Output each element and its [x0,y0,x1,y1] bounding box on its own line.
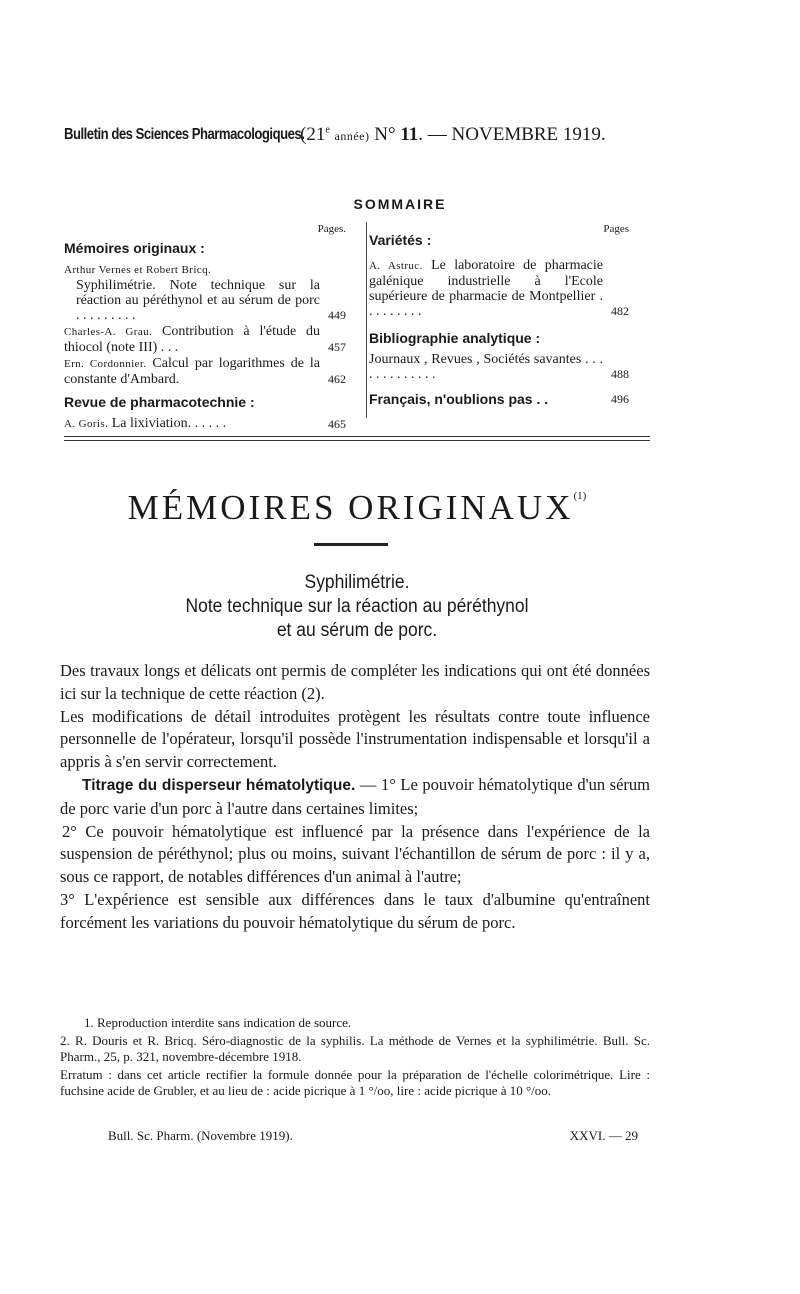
article-title-line: Syphilimétrie. [304,572,410,593]
year-word: année) [334,129,370,143]
main-title [64,488,650,528]
page-footer [108,1128,638,1144]
article-title-line: et au sérum de porc. [276,620,438,641]
section-francais: Français, n'oublions pas . . [369,391,549,407]
number-prefix: N° [374,124,396,145]
footer-citation: Bull. Sc. Pharm. (Novembre 1919). [108,1128,293,1143]
separator-rule [64,440,650,441]
section-bibliographie: Bibliographie analytique : [369,330,541,346]
journal-title: Bulletin des Sciences Pharmacologiques. [64,126,305,143]
toc-text: Syphilimétrie. Note technique sur la réaction au péréthynol et au sérum de porc . . . . . . . . . [76,278,320,323]
sommaire-right-column [366,222,631,418]
paragraph [60,821,650,889]
paragraph-rest: — 1° Le pouvoir hématolytique d'un sérum de porc varie d'un porc à l'autre dans certaines limites; [60,774,650,818]
toc-author: Ern. Cordonnier. [64,358,147,370]
toc-author: A. Astruc. [369,260,423,272]
paragraph [60,889,650,935]
toc-page: 457 [328,340,346,354]
toc-entry [369,352,629,382]
pages-label: Pages [603,223,629,235]
issue-month: . — NOVEMBRE 1919. [418,124,606,145]
toc-entry-body [369,258,629,319]
issue-info [300,124,606,146]
section-revue: Revue de pharmacotechnie : [64,394,255,410]
toc-entry [369,392,629,407]
toc-page: 488 [611,367,629,381]
paragraph: Des travaux longs et délicats ont permis de compléter les indications qui ont été données ici sur la technique de cette réaction (2). [60,661,650,703]
toc-author: Charles-A. Grau. [64,326,153,338]
toc-author: A. Goris. [64,418,109,430]
title-rule [314,543,388,546]
toc-entry [369,258,629,319]
toc-text: La lixiviation. . . . . . [111,416,227,431]
footnotes [60,1015,650,1101]
year-sup: e [325,124,330,136]
article-body [60,660,650,935]
paragraph: Les modifications de détail introduites protègent les résultats contre toute influence personnelle de l'opérateur, lorsqu'il possède l'instrumentation indispensable et lorsqu'il a appris à s'en servir correctement. [60,706,650,772]
toc-entry-body [64,324,346,355]
toc-entry-body [64,356,346,387]
pages-label: Pages. [317,223,346,235]
footnote: 2. R. Douris et R. Bricq. Séro-diagnostic de la syphilis. La méthode de Vernes et la syphilimétrie. Bull. Sc. Pharm., 25, p. 321, novembre-décembre 1918. [60,1033,650,1064]
main-title-text: MÉMOIRES ORIGINAUX [127,488,574,527]
toc-entry-body [64,416,346,432]
separator-rule [64,436,650,437]
sommaire-right-inner [369,222,629,408]
running-header [64,126,648,156]
toc-page: 465 [328,417,346,431]
toc-page: 449 [328,308,346,322]
footnote: Erratum : dans cet article rectifier la formule donnée pour la préparation de l'échelle colorimétrique. Lire : fuchsine acide de Grubler, et au lieu de : acide picrique à 1 °/oo, lire : acide picrique à 10 °/oo. [60,1067,650,1098]
title-footnote-marker: (1) [573,490,587,502]
toc-text: Calcul par logarithmes de la constante d'Ambard. [64,356,320,387]
footnote: 1. Reproduction interdite sans indication de source. [84,1015,352,1030]
issue-number: 11 [400,124,419,145]
toc-author: Arthur Vernes et Robert Bricq. [64,264,212,276]
year-open: (21 [300,124,326,145]
section-varietes: Variétés : [369,232,432,248]
article-title-line: Note technique sur la réaction au péréthynol [185,596,529,617]
toc-page: 496 [611,392,629,406]
section-memoires: Mémoires originaux : [64,240,205,256]
toc-entry [64,416,346,432]
article-title [87,571,626,643]
sommaire-left-column [64,222,346,433]
paragraph [60,774,650,821]
paragraph-text: 2° Ce pouvoir hématolytique est influencé par la présence dans l'expérience de la suspension de péréthynol; plus ou moins, suivant l'échantillon de sérum de porc : il y a, sous ce rapport, de notables différences d'un animal à l'autre; [60,821,650,887]
footer-page-ref: XXVI. — 29 [569,1128,638,1143]
sommaire-title: SOMMAIRE [353,196,447,212]
toc-text: Journaux , Revues , Sociétés savantes . . . . . . . . . . . . . [369,352,603,382]
toc-text: Le laboratoire de pharmacie galénique industrielle à l'Ecole supérieure de pharmacie de Montpellier . . . . . . . . . [369,258,603,319]
paragraph-text: 3° L'expérience est sensible aux différences dans le taux d'albumine qu'entraînent forcément les variations du pouvoir hématolytique du sérum de porc. [60,889,650,932]
toc-page: 482 [611,304,629,318]
toc-entry [64,324,346,355]
bold-heading: Titrage du disperseur hématolytique. [82,776,356,794]
toc-entry [64,262,346,323]
toc-text: Contribution à l'étude du thiocol (note III) . . . [64,324,320,355]
toc-page: 462 [328,372,346,386]
toc-entry [64,356,346,387]
